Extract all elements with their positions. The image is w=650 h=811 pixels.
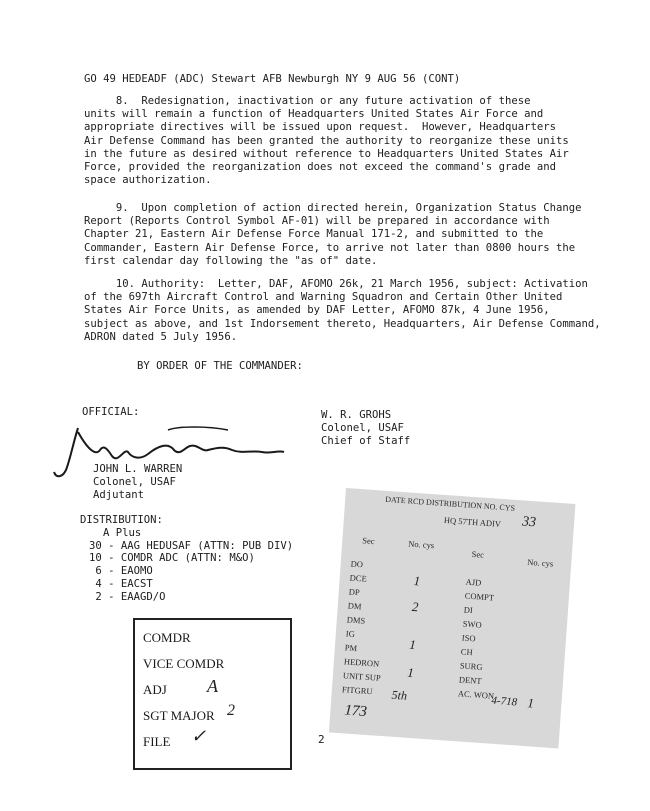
routing-mark: 4-718 [491,694,518,709]
paragraph-line: Air Defense Command has been granted the authority to reorganize these units [84,134,569,147]
routing-right-item: AC. WON [457,688,495,701]
paragraph-9 [84,202,581,268]
routing-col-head: No. cys [526,556,554,569]
routing-mark: 1 [526,695,535,711]
paragraph-line: Commander, Eastern Air Defense Force, to arrive not later than 0800 hours the [84,241,576,254]
stamp-file: FILE [143,734,171,749]
routing-right-item: SURG [459,660,483,672]
paragraph-10 [84,278,601,344]
routing-left-item: IG [345,628,356,639]
distribution-item: 4 - EACST [89,578,153,590]
routing-left-item: DCE [349,572,368,584]
chief-title: Chief of Staff [321,435,411,447]
routing-col-head: Sec [471,548,485,560]
paragraph-line: Report (Reports Control Symbol AF-01) will be prepared in accordance with [84,215,550,228]
stamp-checkmark: ✓ [191,726,207,746]
distribution-item: 30 - AAG HEDUSAF (ATTN: PUB DIV) [89,540,294,552]
routing-left-item: PM [344,642,358,654]
adjutant-name: JOHN L. WARREN [93,463,183,475]
routing-right-item: AJD [465,576,482,588]
routing-left-item: DM [347,600,362,612]
routing-mark: 5th [391,687,408,703]
chief-name: W. R. GROHS [321,409,392,421]
stamp-handwritten-mark: 2 [227,702,235,719]
paragraph-8 [84,95,569,187]
page-number: 2 [318,733,325,746]
distribution-label: DISTRIBUTION: [80,514,163,526]
paragraph-line: space authorization. [84,174,212,187]
paragraph-line: 8. Redesignation, inactivation or any future activation of these [84,95,531,107]
routing-left-item: UNIT SUP [342,670,382,683]
paragraph-line: in the future as desired without reference to Headquarters United States Air [84,147,569,160]
by-order-line: BY ORDER OF THE COMMANDER: [137,360,303,372]
routing-right-item: ISO [461,632,476,644]
routing-subtitle: HQ 57TH ADIV [443,514,502,529]
adjutant-title: Adjutant [93,489,145,501]
stamp-comdr: COMDR [143,630,191,645]
routing-left-item: HEDRON [343,656,380,669]
paragraph-line: States Air Force Units, as amended by DAF Letter, AFOMO 87k, 4 June 1956, [84,304,550,317]
distribution-item: A Plus [103,527,142,539]
distribution-item: 2 - EAAGD/O [89,591,166,603]
distribution-item: 6 - EAOMO [89,565,153,577]
paragraph-line: 10. Authority: Letter, DAF, AFOMO 26k, 21 March 1956, subject: Activation [84,278,588,290]
distribution-routing-slip [329,488,576,748]
routing-left-item: DO [350,558,364,570]
distribution-item: 10 - COMDR ADC (ATTN: M&O) [89,552,255,564]
routing-mark: 2 [411,598,419,615]
routing-right-item: DENT [458,674,482,686]
routing-stamp-box [133,618,292,770]
routing-left-item: DP [348,586,360,598]
official-label: OFFICIAL: [82,406,140,418]
paragraph-line: units will remain a function of Headquarters United States Air Force and [84,108,544,121]
stamp-adj: ADJ [143,682,167,697]
paragraph-line: appropriate directives will be issued upon request. However, Headquarters [84,121,556,134]
routing-copies: 33 [521,514,537,531]
routing-mark: 1 [406,664,415,681]
stamp-sgt-major: SGT MAJOR [143,708,215,723]
routing-right-item: COMPT [464,590,495,603]
routing-col-head: Sec [362,535,375,547]
routing-mark: 1 [408,636,417,653]
chief-rank: Colonel, USAF [321,422,404,434]
adjutant-rank: Colonel, USAF [93,476,176,488]
routing-col-head: No. cys [407,538,435,551]
routing-title: DATE RCD DISTRIBUTION NO. CYS [384,494,516,513]
paragraph-line: 9. Upon completion of action directed herein, Organization Status Change [84,202,582,214]
paragraph-line: subject as above, and 1st Indorsement thereto, Headquarters, Air Defense Command, [84,317,601,330]
paragraph-line: ADRON dated 5 July 1956. [84,330,238,343]
paragraph-line: Chapter 21, Eastern Air Defense Force Manual 171-2, and submitted to the [84,228,544,241]
routing-left-item: FITGRU [341,684,373,697]
paragraph-line: Force, provided the reorganization does not exceed the command's grade and [84,161,556,174]
header-line: GO 49 HEDEADF (ADC) Stewart AFB Newburgh NY 9 AUG 56 (CONT) [84,73,461,85]
paragraph-line: first calendar day following the "as of" date. [84,254,378,267]
routing-left-item: DMS [346,614,366,626]
stamp-handwritten-mark: A [207,676,218,696]
routing-bottom-mark: 173 [343,702,368,720]
routing-mark: 1 [413,572,421,589]
routing-right-item: CH [460,646,474,658]
routing-right-item: SWO [462,618,483,630]
paragraph-line: of the 697th Aircraft Control and Warning Squadron and Certain Other United [84,291,563,304]
stamp-vice-comdr: VICE COMDR [143,656,225,671]
routing-right-item: DI [463,604,474,616]
